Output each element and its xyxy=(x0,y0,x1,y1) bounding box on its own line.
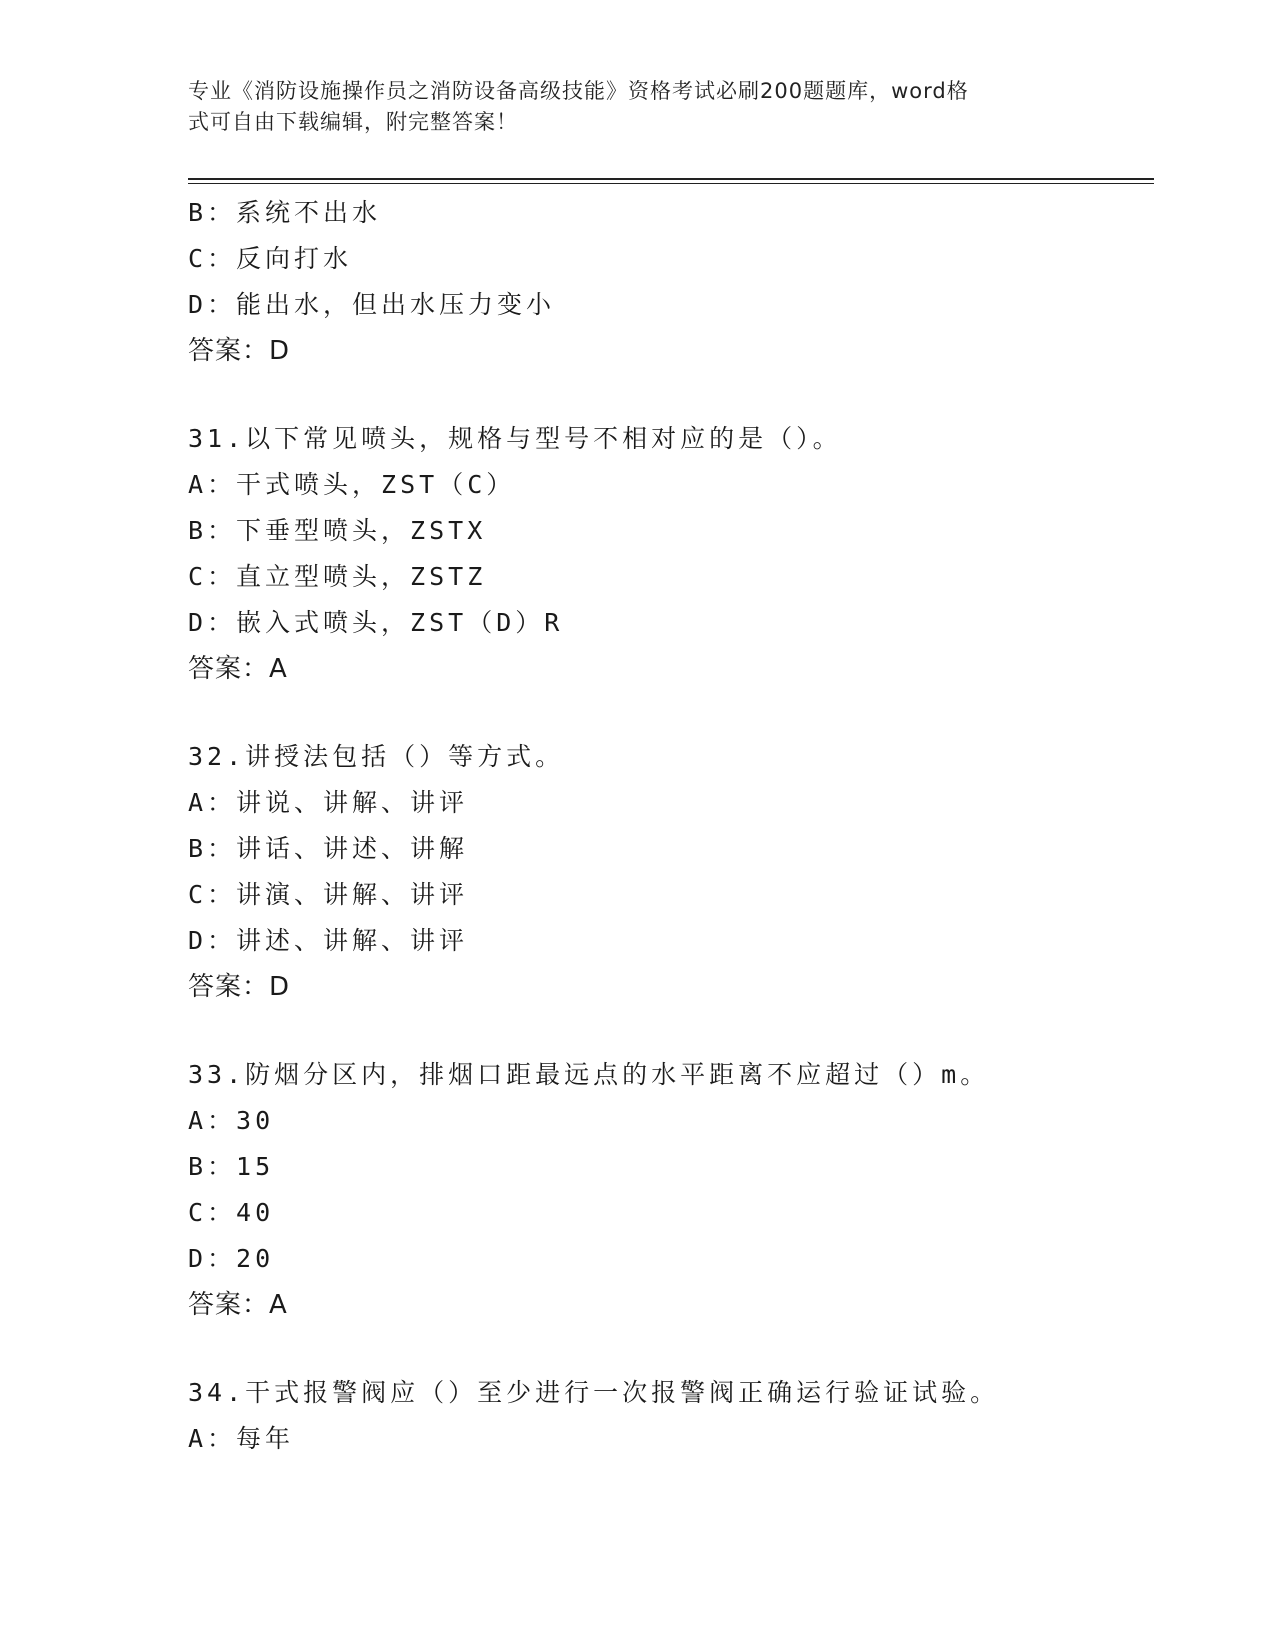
question-32 xyxy=(188,734,1148,1010)
answer-line: 答案：D xyxy=(188,336,291,366)
option-b: B：系统不出水 xyxy=(188,198,382,227)
question-stem: 33.防烟分区内，排烟口距最远点的水平距离不应超过（）m。 xyxy=(188,1060,990,1089)
document-header xyxy=(188,76,1068,138)
header-line-2: 式可自由下载编辑，附完整答案！ xyxy=(188,110,518,134)
option-d: D：能出水，但出水压力变小 xyxy=(188,290,556,319)
option-c: C：40 xyxy=(188,1198,275,1227)
header-rule-thick xyxy=(188,178,1154,180)
spacer xyxy=(188,692,1148,734)
spacer xyxy=(188,1010,1148,1052)
question-33 xyxy=(188,1052,1148,1328)
answer-line: 答案：D xyxy=(188,972,291,1002)
option-a: A：30 xyxy=(188,1106,275,1135)
answer-line: 答案：A xyxy=(188,654,288,684)
option-a: A：干式喷头，ZST（C） xyxy=(188,470,516,499)
option-a: A：每年 xyxy=(188,1424,295,1453)
option-c: C：讲演、讲解、讲评 xyxy=(188,880,469,909)
option-b: B：15 xyxy=(188,1152,275,1181)
question-list xyxy=(188,190,1148,1462)
question-stem: 32.讲授法包括（）等方式。 xyxy=(188,742,565,771)
option-d: D：讲述、讲解、讲评 xyxy=(188,926,469,955)
question-34 xyxy=(188,1370,1148,1462)
option-b: B：下垂型喷头，ZSTX xyxy=(188,516,487,545)
option-b: B：讲话、讲述、讲解 xyxy=(188,834,469,863)
option-a: A：讲说、讲解、讲评 xyxy=(188,788,469,817)
option-d: D：嵌入式喷头，ZST（D）R xyxy=(188,608,564,637)
option-c: C：直立型喷头，ZSTZ xyxy=(188,562,487,591)
question-stem: 31.以下常见喷头，规格与型号不相对应的是（）。 xyxy=(188,424,842,453)
question-continued xyxy=(188,190,1148,374)
option-d: D：20 xyxy=(188,1244,275,1273)
option-c: C：反向打水 xyxy=(188,244,353,273)
spacer xyxy=(188,374,1148,416)
spacer xyxy=(188,1328,1148,1370)
answer-line: 答案：A xyxy=(188,1290,288,1320)
header-line-1: 专业《消防设施操作员之消防设备高级技能》资格考试必刷200题题库，word格 xyxy=(188,79,969,103)
question-stem: 34.干式报警阀应（）至少进行一次报警阀正确运行验证试验。 xyxy=(188,1378,1000,1407)
header-rule-thin xyxy=(188,183,1154,184)
question-31 xyxy=(188,416,1148,692)
